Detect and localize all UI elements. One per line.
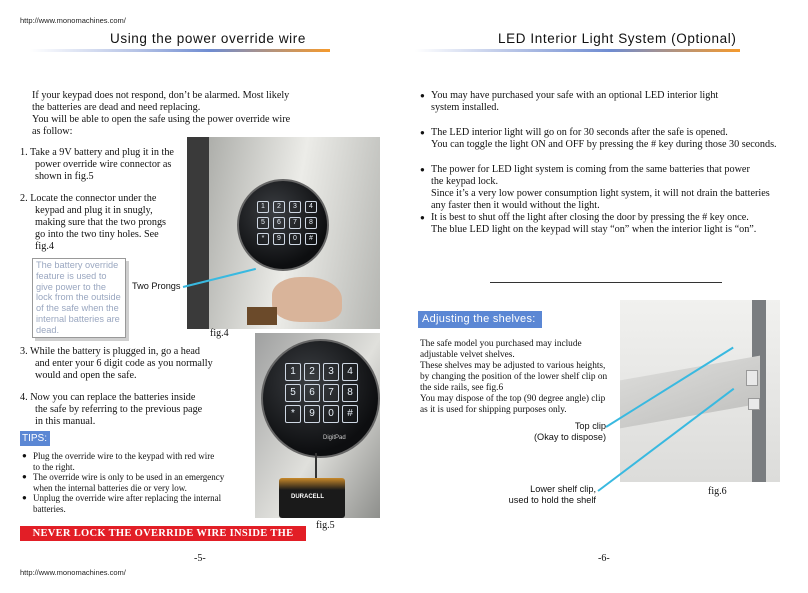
section-divider	[490, 282, 722, 283]
tip-line: ● Plug the override wire to the keypad with red wire	[33, 451, 215, 461]
fig5-photo	[255, 333, 380, 518]
shelves-label: Adjusting the shelves:	[418, 311, 542, 328]
page-number-left: -5-	[194, 553, 206, 564]
led-line: ● You may have purchased your safe with an optional LED interior light	[431, 90, 719, 101]
tips-label: TIPS:	[20, 431, 50, 446]
tip-line: ● The override wire is only to be used in an emergency	[33, 472, 225, 482]
keypad	[237, 179, 329, 271]
step-2	[20, 193, 195, 253]
key-8: 8	[342, 384, 358, 402]
key-star: *	[257, 233, 269, 245]
step-line: 1. Take a 9V battery and plug it in the	[20, 147, 174, 158]
top-url: http://www.monomachines.com/	[20, 16, 126, 25]
battery-brand: DURACELL	[291, 494, 324, 500]
label-line: (Okay to dispose)	[534, 432, 606, 442]
note-line: give power to the	[36, 281, 106, 292]
fig5-caption: fig.5	[316, 520, 335, 531]
shelves-line: by changing the position of the lower shelf clip on	[420, 372, 608, 382]
step-line: 3. While the battery is plugged in, go a head	[20, 346, 201, 357]
key-4: 4	[342, 363, 358, 381]
step-line: 4. Now you can replace the batteries inside	[20, 392, 196, 403]
tip-line: when the internal batteries die or very low.	[33, 482, 187, 493]
two-prongs-label: Two Prongs	[132, 281, 181, 291]
key-8: 8	[305, 217, 317, 229]
key-9: 9	[273, 233, 285, 245]
shelves-line: The safe model you purchased may include	[420, 339, 582, 349]
step-line: keypad and plug it in snugly,	[35, 205, 153, 216]
step-line: power override wire connector as	[35, 159, 172, 170]
page-number-right: -6-	[598, 553, 610, 564]
key-hash: #	[342, 405, 358, 423]
key-5: 5	[257, 217, 269, 229]
shelves-line: These shelves may be adjusted to various heights,	[420, 361, 606, 371]
battery-plug	[247, 307, 277, 325]
keypad-brand: DigitPad	[323, 435, 346, 441]
led-bullet	[420, 164, 800, 212]
intro-line: You will be able to open the safe using the power override wire	[32, 114, 291, 125]
top-clip	[746, 370, 758, 386]
note-line: The battery override	[36, 260, 119, 270]
tip-line: batteries.	[33, 503, 66, 514]
fig4-photo	[187, 137, 380, 329]
right-page-title: LED Interior Light System (Optional)	[498, 31, 737, 46]
step-line: and enter your 6 digit code as you normally	[35, 358, 213, 369]
intro-line: as follow:	[32, 126, 73, 137]
led-line: ● It is best to shut off the light after closing the door by pressing the # key once.	[431, 212, 749, 223]
step-line: in this manual.	[35, 416, 96, 427]
step-3	[20, 346, 260, 382]
note-line: internal batteries are	[36, 313, 120, 324]
step-line: shown in fig.5	[35, 171, 94, 182]
step-1	[20, 147, 190, 183]
shelves-line: You may dispose of the top (90 degree angle) clip	[420, 394, 606, 404]
key-3: 3	[323, 363, 339, 381]
step-line: would and open the safe.	[35, 370, 137, 381]
tip-line: to the right.	[33, 461, 75, 472]
key-1: 1	[285, 363, 301, 381]
left-page-title: Using the power override wire	[110, 31, 306, 46]
right-title-rule	[415, 49, 740, 52]
note-line: lock from the outside	[36, 292, 121, 303]
key-6: 6	[304, 384, 320, 402]
left-intro	[32, 90, 322, 138]
keypad-large	[261, 339, 380, 458]
key-7: 7	[323, 384, 339, 402]
led-line: ● The LED interior light will go on for 30 seconds after the safe is opened.	[431, 127, 728, 138]
step-line: 2. Locate the connector under the	[20, 193, 157, 204]
shelves-line: as it is used for shipping purposes only.	[420, 405, 567, 415]
led-bullet	[420, 212, 800, 236]
fig6-caption: fig.6	[708, 486, 727, 497]
step-line: the safe by referring to the previous page	[35, 404, 203, 415]
battery-override-note	[32, 258, 126, 338]
led-line: the keypad lock.	[431, 176, 499, 187]
label-line: Lower shelf clip,	[530, 484, 596, 494]
led-bullet	[420, 127, 800, 151]
tip-item	[22, 472, 257, 493]
lower-clip	[748, 398, 760, 410]
key-9: 9	[304, 405, 320, 423]
key-1: 1	[257, 201, 269, 213]
led-line: The blue LED light on the keypad will stay “on” when the interior light is “on”.	[431, 224, 757, 235]
tip-item	[22, 451, 257, 472]
step-line: making sure that the two prongs	[35, 217, 166, 228]
battery	[279, 478, 345, 518]
note-line: of the safe when the	[36, 303, 119, 314]
led-line: any faster then it would without the light.	[431, 200, 600, 211]
key-0: 0	[323, 405, 339, 423]
tip-item	[22, 493, 257, 514]
tips-list	[22, 451, 257, 514]
key-2: 2	[273, 201, 285, 213]
left-title-rule	[30, 49, 330, 52]
key-6: 6	[273, 217, 285, 229]
key-0: 0	[289, 233, 301, 245]
intro-line: the batteries are dead and need replacing.	[32, 102, 201, 113]
lower-clip-label	[490, 484, 596, 506]
intro-line: If your keypad does not respond, don’t be alarmed. Most likely	[32, 90, 290, 101]
step-4	[20, 392, 260, 428]
key-star: *	[285, 405, 301, 423]
warning-banner: NEVER LOCK THE OVERRIDE WIRE INSIDE THE SAFE	[20, 526, 306, 541]
hand	[272, 277, 342, 322]
led-line: system installed.	[431, 102, 499, 113]
step-line: fig.4	[35, 241, 54, 252]
tip-line: ● Unplug the override wire after replacing the internal	[33, 493, 222, 503]
led-line: ● The power for LED light system is coming from the same batteries that power	[431, 164, 750, 175]
shelves-line: adjustable velvet shelves.	[420, 350, 515, 360]
key-3: 3	[289, 201, 301, 213]
shelf	[620, 356, 760, 429]
step-line: go into the two tiny holes. See	[35, 229, 159, 240]
shelves-text	[420, 339, 620, 416]
top-clip-label	[520, 421, 606, 443]
key-5: 5	[285, 384, 301, 402]
note-line: dead.	[36, 324, 59, 335]
label-line: Top clip	[574, 421, 606, 431]
led-bullets	[420, 90, 800, 236]
key-4: 4	[305, 201, 317, 213]
key-2: 2	[304, 363, 320, 381]
label-line: used to hold the shelf	[508, 495, 596, 505]
bottom-url: http://www.monomachines.com/	[20, 568, 126, 577]
fig4-caption: fig.4	[210, 328, 229, 339]
shelves-line: the side rails, see fig.6	[420, 383, 504, 393]
led-bullet	[420, 90, 800, 114]
led-line: Since it’s a very low power consumption light system, it will not drain the batteries	[431, 188, 770, 199]
led-line: You can toggle the light ON and OFF by pressing the # key during those 30 seconds.	[431, 139, 777, 150]
note-line: feature is used to	[36, 270, 107, 281]
key-7: 7	[289, 217, 301, 229]
key-hash: #	[305, 233, 317, 245]
